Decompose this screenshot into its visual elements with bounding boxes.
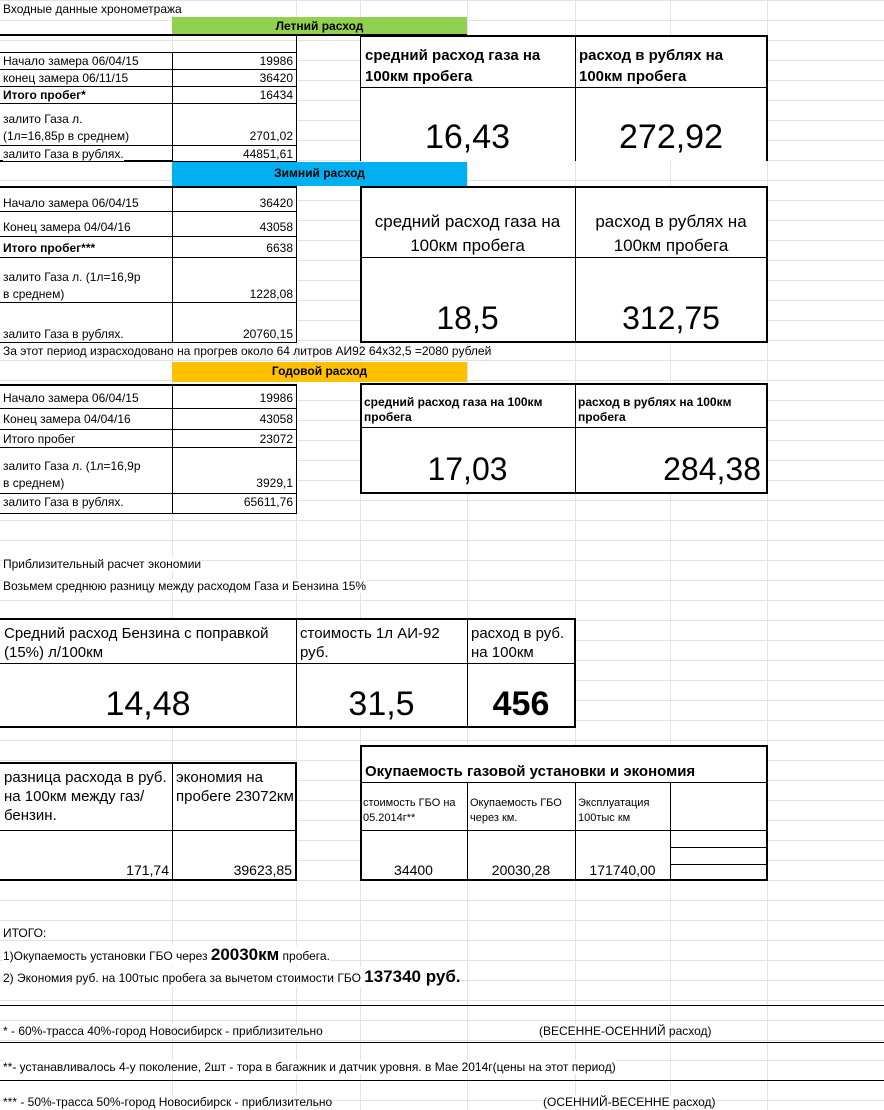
winter-avg-value[interactable]: 18,5 xyxy=(436,300,499,336)
winter-end-label: Конец замера 04/04/16 xyxy=(3,220,131,234)
annual-rub-header: расход в рублях на 100км пробега xyxy=(578,395,732,424)
footnote-2: **- устанавливалось 4-у поколение, 2шт - тора в багажник и датчик уровня. в Мае 2014г(цены на этот период) xyxy=(3,1060,616,1074)
petrol-price-header: стоимость 1л АИ-92 руб. xyxy=(300,625,440,661)
summary-title: ИТОГО: xyxy=(3,926,47,940)
summer-rub-label: залито Газа в рублях. xyxy=(3,147,124,161)
footnote-1: * - 60%-трасса 40%-город Новосибирск - приблизительно xyxy=(3,1024,323,1038)
annual-gas-label: залито Газа л. (1л=16,9р xyxy=(3,459,141,473)
summer-total-value[interactable]: 16434 xyxy=(173,88,296,102)
summer-end-value[interactable]: 36420 xyxy=(173,71,296,85)
annual-avg-value[interactable]: 17,03 xyxy=(427,451,508,487)
annual-rub-value-100[interactable]: 284,38 xyxy=(663,451,761,487)
winter-gas-value[interactable]: 1228,08 xyxy=(173,287,296,301)
summary-line-1 xyxy=(3,945,330,965)
petrol-rub-header: расход в руб. на 100км xyxy=(471,625,565,661)
payback-km-header: Окупаемость ГБО через км. xyxy=(470,797,562,824)
footnote-1-season: (ВЕСЕННЕ-ОСЕННИЙ расход) xyxy=(539,1024,712,1038)
annual-total-label: Итого пробег xyxy=(3,432,76,446)
summer-band: Летний расход xyxy=(172,17,467,35)
summer-start-value[interactable]: 19986 xyxy=(173,54,296,68)
summer-gas-label-2: (1л=16,85р в среднем) xyxy=(3,129,130,143)
annual-gas-value[interactable]: 3929,1 xyxy=(173,476,296,490)
winter-start-label: Начало замера 06/04/15 xyxy=(3,196,139,210)
operation-header: Эксплуатация 100тыс км xyxy=(578,797,650,824)
winter-start-value[interactable]: 36420 xyxy=(173,196,296,210)
estimate-assumption: Возьмем среднюю разницу между расходом Газа и Бензина 15% xyxy=(3,579,367,593)
summer-avg-header: средний расход газа на 100км пробега xyxy=(365,47,541,85)
annual-total-value[interactable]: 23072 xyxy=(173,432,296,446)
summer-avg-value[interactable]: 16,43 xyxy=(424,118,511,156)
diff-header: разница расхода в руб. на 100км между газ/бензин. xyxy=(4,769,167,824)
annual-end-label: Конец замера 04/04/16 xyxy=(3,412,131,426)
footnote-3: *** - 50%-трасса 50%-город Новосибирск - приблизительно xyxy=(3,1095,333,1109)
winter-avg-header: средний расход газа на 100км пробега xyxy=(374,212,561,255)
payback-title: Окупаемость газовой установки и экономия xyxy=(365,763,696,780)
annual-end-value[interactable]: 43058 xyxy=(173,412,296,426)
summer-gas-label: залито Газа л. xyxy=(3,112,83,126)
annual-gas-label-2: в среднем) xyxy=(3,476,65,490)
winter-rub-label: залито Газа в рублях. xyxy=(3,327,124,341)
winter-rub-value-100[interactable]: 312,75 xyxy=(622,300,720,336)
petrol-rub-value[interactable]: 456 xyxy=(492,685,550,723)
summary-line-2-text: 2) Экономия руб. на 100тыс пробега за вычетом стоимости ГБО xyxy=(3,971,365,985)
winter-rub-value[interactable]: 20760,15 xyxy=(173,327,296,341)
summary-line-1-end: пробега. xyxy=(279,949,330,963)
summer-start-label: Начало замера 06/04/15 xyxy=(3,54,139,68)
summary-line-1-text: 1)Окупаемость установки ГБО через xyxy=(3,949,211,963)
savings-value[interactable]: 39623,85 xyxy=(233,862,292,878)
summer-total-label: Итого пробег* xyxy=(3,88,86,102)
summer-rub-value-100[interactable]: 272,92 xyxy=(619,118,723,156)
winter-total-label: Итого пробег*** xyxy=(3,241,96,255)
winter-note: За этот период израсходовано на прогрев около 64 литров АИ92 64х32,5 =2080 рублей xyxy=(3,344,492,358)
petrol-avg-value[interactable]: 14,48 xyxy=(105,685,191,723)
estimate-title: Приблизительный расчет экономии xyxy=(3,557,202,571)
payback-km-value[interactable]: 20030,28 xyxy=(491,862,551,878)
hbo-cost-header: стоимость ГБО на 05.2014г** xyxy=(363,797,456,824)
savings-highlight: 137340 руб. xyxy=(364,967,461,986)
annual-rub-value[interactable]: 65611,76 xyxy=(173,495,296,509)
annual-start-value[interactable]: 19986 xyxy=(173,391,296,405)
summer-rub-header: расход в рублях на 100км пробега xyxy=(579,47,724,85)
petrol-avg-header: Средний расход Бензина с поправкой (15%) л/100км xyxy=(4,625,269,661)
winter-total-value[interactable]: 6638 xyxy=(173,241,296,255)
payback-km-highlight: 20030км xyxy=(210,945,280,964)
winter-rub-header: расход в рублях на 100км пробега xyxy=(595,212,747,255)
winter-band: Зимний расход xyxy=(172,162,467,186)
annual-band: Годовой расход xyxy=(172,362,467,382)
winter-gas-label-2: в среднем) xyxy=(3,287,65,301)
annual-avg-header: средний расход газа на 100км пробега xyxy=(364,395,543,424)
summer-gas-value[interactable]: 2701,02 xyxy=(173,129,296,143)
winter-end-value[interactable]: 43058 xyxy=(173,220,296,234)
footnote-3-season: (ОСЕННИЙ-ВЕСЕННЕ расход) xyxy=(543,1095,716,1109)
winter-gas-label: залито Газа л. (1л=16,9р xyxy=(3,270,141,284)
sheet-title: Входные данные хронометража xyxy=(3,2,182,16)
annual-start-label: Начало замера 06/04/15 xyxy=(3,391,139,405)
summer-end-label: конец замера 06/11/15 xyxy=(3,71,129,85)
annual-rub-label: залито Газа в рублях. xyxy=(3,495,124,509)
diff-value[interactable]: 171,74 xyxy=(126,862,169,878)
petrol-price-value[interactable]: 31,5 xyxy=(348,685,415,723)
hbo-cost-value[interactable]: 34400 xyxy=(394,862,433,878)
savings-header: экономия на пробеге 23072км xyxy=(176,769,294,805)
summary-line-2 xyxy=(3,967,461,987)
operation-value[interactable]: 171740,00 xyxy=(589,862,656,878)
summer-rub-value[interactable]: 44851,61 xyxy=(173,147,296,161)
